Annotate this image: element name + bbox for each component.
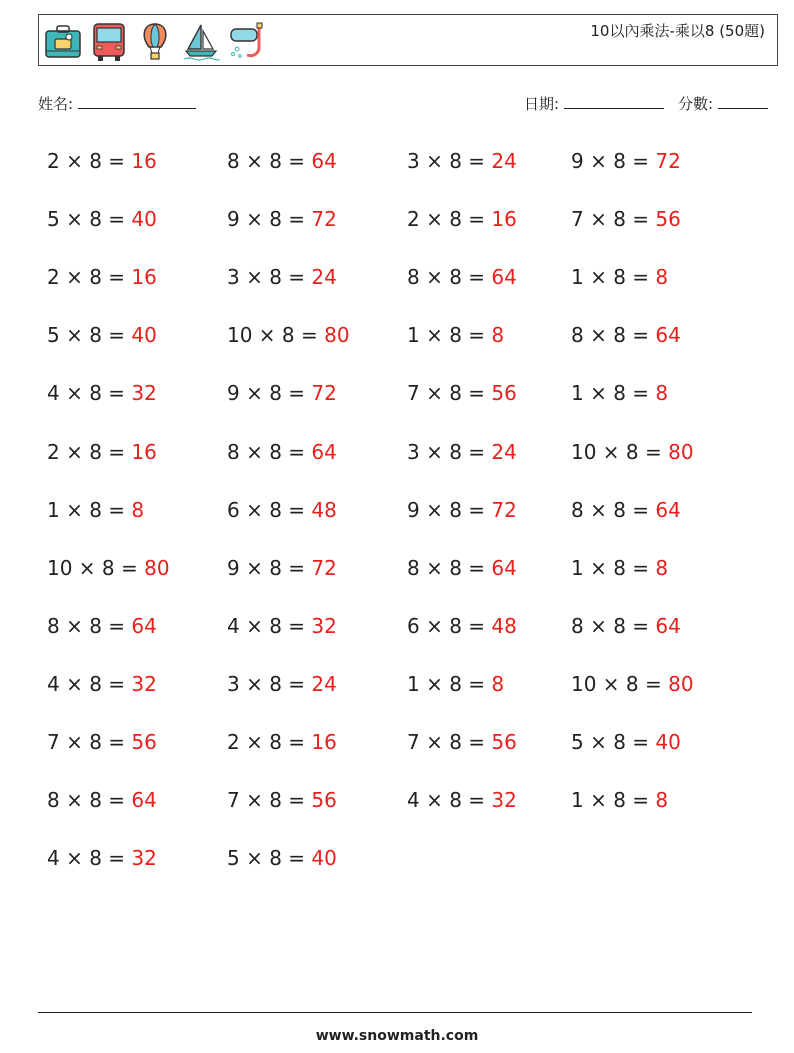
problem-answer: 48 [311,497,337,522]
problem-answer: 32 [491,788,517,813]
problem-question: 9 × 8 = [227,381,312,406]
problem-question: 2 × 8 = [407,207,492,232]
problem-answer: 48 [491,613,517,638]
problem-answer: 32 [131,381,157,406]
problem-answer: 16 [131,149,157,173]
date-blank[interactable] [564,94,664,109]
problem-question: 1 × 8 = [571,265,656,290]
problem-question: 8 × 8 = [227,149,312,173]
problem-question: 4 × 8 = [227,613,312,638]
problem-question: 10 × 8 = [571,439,669,464]
problem-answer: 8 [655,788,669,813]
problem-answer: 40 [655,730,681,754]
problem-item [407,671,504,697]
problem-question: 7 × 8 = [407,730,492,754]
problem-question: 2 × 8 = [47,149,132,173]
problem-answer: 24 [311,265,337,290]
problem-question: 4 × 8 = [47,671,132,696]
problem-item [47,497,144,523]
problem-question: 8 × 8 = [407,265,492,290]
problem-item [227,787,337,813]
problem-answer: 72 [491,497,517,522]
problem-answer: 56 [491,381,517,406]
suitcase-icon [43,21,83,63]
problem-item [571,264,668,290]
problem-item [47,322,157,348]
problem-question: 3 × 8 = [407,439,492,464]
problem-question: 7 × 8 = [407,381,492,406]
problem-answer: 16 [311,730,337,754]
problem-item [407,206,517,232]
problem-answer: 16 [491,207,517,232]
problem-answer: 40 [131,323,157,348]
problem-item [571,439,694,465]
problem-answer: 80 [324,323,350,348]
problem-item [571,555,668,581]
problem-item [227,380,337,406]
score-label: 分數: [678,95,714,113]
problem-question: 1 × 8 = [47,497,132,522]
problem-question: 8 × 8 = [227,439,312,464]
problem-item [571,787,668,813]
problem-question: 3 × 8 = [407,149,492,173]
problem-item [571,206,681,232]
problem-question: 6 × 8 = [407,613,492,638]
problem-answer: 64 [131,788,157,813]
problem-item [47,380,157,406]
problem-item [47,206,157,232]
problem-question: 3 × 8 = [227,671,312,696]
problem-answer: 40 [311,846,337,871]
problem-item [227,497,337,523]
problem-question: 6 × 8 = [227,497,312,522]
problem-item [227,671,337,697]
problem-item [571,729,681,755]
problem-answer: 72 [655,149,681,173]
problem-item [407,380,517,406]
problem-item [227,439,337,465]
problem-item [407,322,504,348]
problem-item [571,148,681,174]
sailboat-icon [181,21,221,63]
problem-question: 8 × 8 = [571,497,656,522]
problem-answer: 56 [655,207,681,232]
problem-question: 7 × 8 = [227,788,312,813]
problem-question: 7 × 8 = [571,207,656,232]
date-label: 日期: [524,95,560,113]
score-blank[interactable] [718,94,768,109]
problem-item [47,845,157,871]
problem-item [571,613,681,639]
problem-answer: 24 [491,149,517,173]
problem-item [47,148,157,174]
name-field [38,93,196,114]
problem-answer: 64 [655,497,681,522]
problem-item [47,671,157,697]
problem-question: 9 × 8 = [571,149,656,173]
problem-answer: 80 [668,439,694,464]
worksheet-header [38,14,778,66]
problem-item [407,497,517,523]
problem-answer: 64 [311,149,337,173]
problem-item [227,613,337,639]
problem-answer: 8 [655,555,669,580]
problem-item [47,729,157,755]
problem-question: 10 × 8 = [227,323,325,348]
problem-item [227,322,350,348]
problem-item [47,613,157,639]
problem-answer: 64 [655,613,681,638]
problem-item [407,787,517,813]
problem-answer: 56 [491,730,517,754]
date-field [524,93,664,114]
problem-answer: 64 [311,439,337,464]
problem-answer: 72 [311,207,337,232]
problem-question: 4 × 8 = [407,788,492,813]
worksheet-title: 10以內乘法-乘以8 (50題) [590,22,765,40]
problem-answer: 16 [131,265,157,290]
problem-item [227,206,337,232]
problem-question: 10 × 8 = [47,555,145,580]
header-icons [43,20,267,64]
problem-item [407,439,517,465]
problem-question: 1 × 8 = [407,323,492,348]
problem-item [407,264,517,290]
problem-question: 10 × 8 = [571,671,669,696]
problem-item [227,264,337,290]
problem-answer: 8 [131,497,145,522]
problem-question: 4 × 8 = [47,381,132,406]
problem-question: 8 × 8 = [407,555,492,580]
problem-answer: 80 [668,671,694,696]
problem-question: 5 × 8 = [227,846,312,871]
problem-item [571,497,681,523]
problem-question: 8 × 8 = [571,613,656,638]
problem-question: 5 × 8 = [571,730,656,754]
problem-item [407,555,517,581]
problem-question: 1 × 8 = [571,555,656,580]
problem-item [407,148,517,174]
problem-question: 8 × 8 = [47,788,132,813]
problem-answer: 24 [491,439,517,464]
name-label: 姓名: [38,95,74,113]
problem-question: 3 × 8 = [227,265,312,290]
problem-question: 2 × 8 = [47,439,132,464]
problem-item [407,729,517,755]
problem-item [227,845,337,871]
problem-answer: 8 [491,323,505,348]
problem-answer: 16 [131,439,157,464]
problem-answer: 64 [491,555,517,580]
problem-question: 2 × 8 = [47,265,132,290]
problem-question: 9 × 8 = [407,497,492,522]
problem-answer: 32 [131,846,157,871]
problem-answer: 24 [311,671,337,696]
problem-item [47,264,157,290]
problem-answer: 72 [311,555,337,580]
problem-item [47,555,170,581]
problem-item [571,322,681,348]
footer-url: www.snowmath.com [315,1028,479,1044]
problem-question: 1 × 8 = [407,671,492,696]
problem-answer: 72 [311,381,337,406]
problem-question: 1 × 8 = [571,788,656,813]
problem-item [227,148,337,174]
problem-answer: 56 [131,730,157,754]
problem-item [227,555,337,581]
problem-answer: 64 [655,323,681,348]
problem-question: 5 × 8 = [47,323,132,348]
problem-item [227,729,337,755]
problem-answer: 8 [655,265,669,290]
problem-question: 7 × 8 = [47,730,132,754]
problem-answer: 64 [131,613,157,638]
problem-item [571,380,668,406]
problem-item [47,439,157,465]
problem-question: 8 × 8 = [571,323,656,348]
problem-question: 9 × 8 = [227,555,312,580]
problem-question: 1 × 8 = [571,381,656,406]
snorkel-mask-icon [227,21,267,63]
problem-answer: 40 [131,207,157,232]
problem-answer: 32 [311,613,337,638]
problem-question: 9 × 8 = [227,207,312,232]
problem-answer: 32 [131,671,157,696]
problem-answer: 8 [491,671,505,696]
problem-answer: 80 [144,555,170,580]
score-field [678,93,768,114]
footer-divider [38,1012,752,1013]
problem-item [47,787,157,813]
problem-question: 5 × 8 = [47,207,132,232]
problem-item [571,671,694,697]
bus-icon [89,21,129,63]
problem-question: 2 × 8 = [227,730,312,754]
name-blank[interactable] [78,94,196,109]
problem-answer: 56 [311,788,337,813]
problem-question: 8 × 8 = [47,613,132,638]
problem-answer: 64 [491,265,517,290]
problem-item [407,613,517,639]
hot-air-balloon-icon [135,21,175,63]
problem-answer: 8 [655,381,669,406]
problem-question: 4 × 8 = [47,846,132,871]
